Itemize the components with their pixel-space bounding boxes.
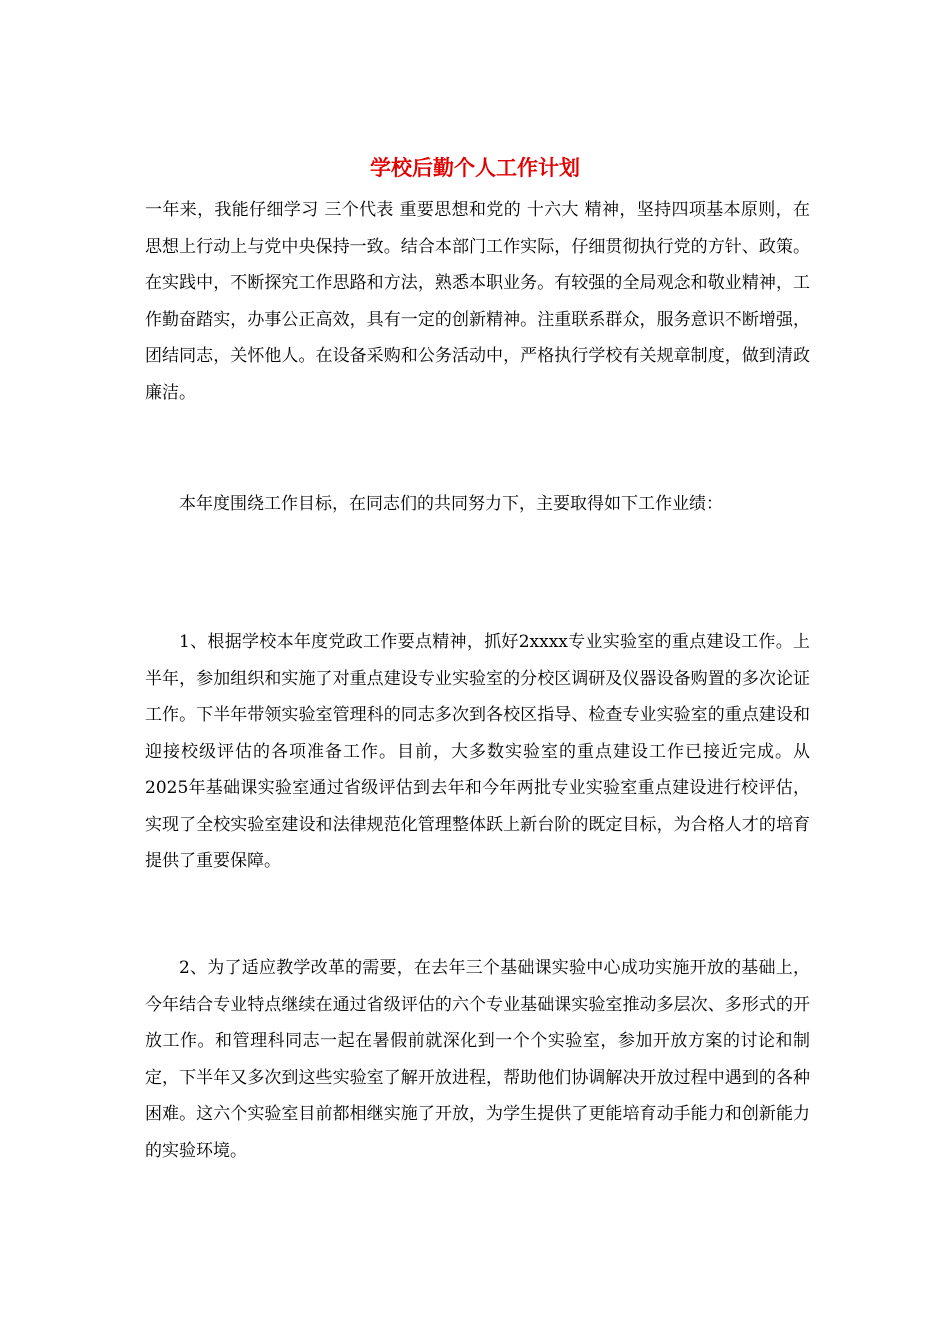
paragraph-intro: 一年来，我能仔细学习 三个代表 重要思想和党的 十六大 精神，坚持四项基本原则，在思想上行动上与党中央保持一致。结合本部门工作实际，仔细贯彻执行党的方针、政策。在实践中，不断探究工作思路和方法，熟悉本职业务。有较强的全局观念和敬业精神，工作勤奋踏实，办事公正高效，具有一定的创新精神。注重联系群众，服务意识不断增强，团结同志，关怀他人。在设备采购和公务活动中，严格执行学校有关规章制度，做到清政廉洁。 (145, 200, 810, 403)
document-title: 学校后勤个人工作计划 (370, 155, 580, 180)
paragraph-item-1: 1、根据学校本年度党政工作要点精神，抓好2xxxx专业实验室的重点建设工作。上半年，参加组织和实施了对重点建设专业实验室的分校区调研及仪器设备购置的多次论证工作。下半年带领实验室管理科的同志多次到各校区指导、检查专业实验室的重点建设和迎接校级评估的各项准备工作。目前，大多数实验室的重点建设工作已接近完成。从2025年基础课实验室通过省级评估到去年和今年两批专业实验室重点建设进行校评估，实现了全校实验室建设和法律规范化管理整体跃上新台阶的既定目标，为合格人才的培育提供了重要保障。 (145, 632, 810, 871)
paragraph-summary: 本年度围绕工作目标，在同志们的共同努力下，主要取得如下工作业绩： (179, 494, 723, 514)
paragraph-item-2: 2、为了适应教学改革的需要，在去年三个基础课实验中心成功实施开放的基础上，今年结合专业特点继续在通过省级评估的六个专业基础课实验室推动多层次、多形式的开放工作。和管理科同志一起在暑假前就深化到一个个实验室，参加开放方案的讨论和制定，下半年又多次到这些实验室了解开放进程，帮助他们协调解决开放过程中遇到的各种困难。这六个实验室目前都相继实施了开放，为学生提供了更能培育动手能力和创新能力的实验环境。 (145, 958, 810, 1161)
